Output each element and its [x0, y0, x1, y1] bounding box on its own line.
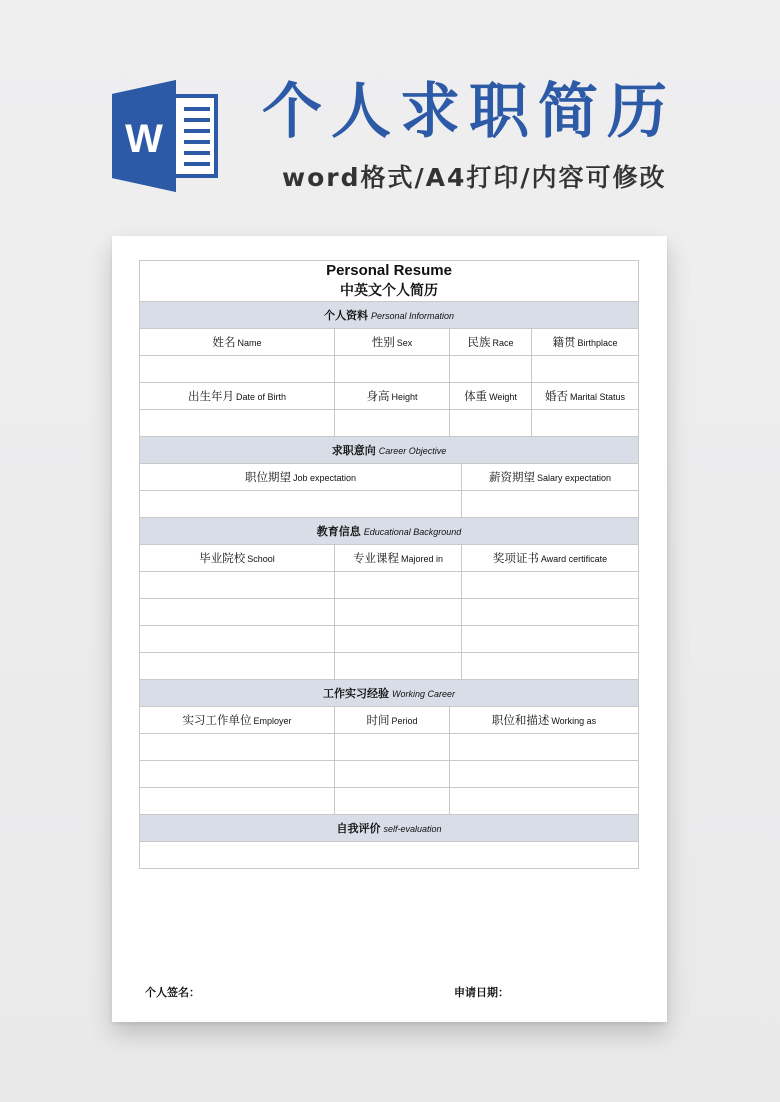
- field-working-as[interactable]: [450, 734, 639, 761]
- label-birthplace: [532, 329, 639, 356]
- field-self-evaluation[interactable]: [140, 842, 639, 869]
- label-en: Name: [237, 338, 262, 348]
- label-zh: 专业课程: [352, 551, 399, 565]
- label-en: Birthplace: [577, 338, 618, 348]
- label-award: [462, 545, 639, 572]
- label-en: School: [247, 554, 275, 564]
- label-en: Weight: [489, 392, 517, 402]
- resume-header: [140, 261, 639, 302]
- field-name[interactable]: [140, 356, 335, 383]
- page-subtitle: word格式/A4打印/内容可修改: [282, 163, 667, 192]
- label-zh: 籍贯: [552, 335, 576, 349]
- date-label: 申请日期：: [454, 986, 509, 999]
- label-zh: 出生年月: [187, 389, 234, 403]
- field-marital-status[interactable]: [532, 410, 639, 437]
- label-major: [335, 545, 462, 572]
- label-en: Period: [391, 716, 418, 726]
- label-job-expectation: [140, 464, 462, 491]
- section-title-zh: 个人资料: [323, 309, 368, 322]
- label-en: Sex: [396, 338, 413, 348]
- section-title-zh: 求职意向: [331, 444, 376, 457]
- field-school[interactable]: [140, 626, 335, 653]
- label-zh: 实习工作单位: [182, 713, 252, 727]
- field-award[interactable]: [462, 599, 639, 626]
- label-zh: 民族: [467, 335, 491, 349]
- label-zh: 姓名: [212, 335, 236, 349]
- label-en: Marital Status: [570, 392, 626, 402]
- field-award[interactable]: [462, 653, 639, 680]
- word-icon: [112, 80, 220, 192]
- field-weight[interactable]: [450, 410, 532, 437]
- label-school: [140, 545, 335, 572]
- label-en: Majored in: [400, 554, 444, 564]
- resume-title-en: Personal Resume: [326, 262, 452, 279]
- section-title-en: Educational Background: [363, 527, 462, 537]
- section-title-en: Personal Information: [370, 311, 455, 321]
- field-school[interactable]: [140, 572, 335, 599]
- field-race[interactable]: [450, 356, 532, 383]
- field-major[interactable]: [335, 572, 462, 599]
- field-job-expectation[interactable]: [140, 491, 462, 518]
- resume-sheet: [139, 260, 638, 869]
- field-working-as[interactable]: [450, 761, 639, 788]
- resume-table: [139, 260, 639, 869]
- label-name: [140, 329, 335, 356]
- label-weight: [450, 383, 532, 410]
- field-working-as[interactable]: [450, 788, 639, 815]
- label-en: Height: [391, 392, 418, 402]
- label-zh: 时间: [366, 713, 390, 727]
- field-period[interactable]: [335, 788, 450, 815]
- field-height[interactable]: [335, 410, 450, 437]
- word-logo-letter: W: [125, 117, 163, 161]
- label-race: [450, 329, 532, 356]
- field-sex[interactable]: [335, 356, 450, 383]
- resume-title-zh: 中英文个人简历: [340, 283, 439, 299]
- label-marital-status: [532, 383, 639, 410]
- field-employer[interactable]: [140, 788, 335, 815]
- section-education: [140, 518, 639, 545]
- section-title-zh: 自我评价: [336, 822, 381, 835]
- field-period[interactable]: [335, 761, 450, 788]
- label-zh: 职位期望: [244, 470, 291, 484]
- label-en: Race: [492, 338, 514, 348]
- section-self-evaluation: [140, 815, 639, 842]
- section-title-en: self-evaluation: [383, 824, 442, 834]
- label-date-of-birth: [140, 383, 335, 410]
- label-height: [335, 383, 450, 410]
- field-award[interactable]: [462, 572, 639, 599]
- section-title-en: Career Objective: [378, 446, 447, 456]
- section-personal-info: [140, 302, 639, 329]
- label-zh: 婚否: [545, 389, 568, 403]
- label-en: Date of Birth: [235, 392, 287, 402]
- field-major[interactable]: [335, 653, 462, 680]
- label-sex: [335, 329, 450, 356]
- field-school[interactable]: [140, 599, 335, 626]
- label-employer: [140, 707, 335, 734]
- label-en: Salary expectation: [536, 473, 612, 483]
- field-major[interactable]: [335, 626, 462, 653]
- signature-label: 个人签名：: [145, 986, 200, 999]
- field-major[interactable]: [335, 599, 462, 626]
- field-award[interactable]: [462, 626, 639, 653]
- field-employer[interactable]: [140, 734, 335, 761]
- label-period: [335, 707, 450, 734]
- label-zh: 毕业院校: [199, 551, 246, 565]
- label-en: Award certificate: [540, 554, 608, 564]
- section-title-en: Working Career: [392, 689, 456, 699]
- label-zh: 薪资期望: [488, 470, 535, 484]
- label-en: Employer: [253, 716, 292, 726]
- label-zh: 性别: [371, 335, 395, 349]
- field-salary-expectation[interactable]: [462, 491, 639, 518]
- page-title: 个人求职简历: [262, 77, 676, 147]
- section-title-zh: 工作实习经验: [323, 687, 389, 700]
- label-salary-expectation: [462, 464, 639, 491]
- label-zh: 职位和描述: [491, 713, 550, 727]
- field-period[interactable]: [335, 734, 450, 761]
- label-zh: 体重: [464, 389, 488, 403]
- field-birthplace[interactable]: [532, 356, 639, 383]
- field-employer[interactable]: [140, 761, 335, 788]
- label-en: Job expectation: [292, 473, 357, 483]
- label-working-as: [450, 707, 639, 734]
- label-zh: 身高: [366, 389, 390, 403]
- label-en: Working as: [551, 716, 597, 726]
- resume-paper: [112, 236, 667, 1022]
- section-working-career: [140, 680, 639, 707]
- field-date-of-birth[interactable]: [140, 410, 335, 437]
- section-title-zh: 教育信息: [316, 525, 361, 538]
- section-career-objective: [140, 437, 639, 464]
- label-zh: 奖项证书: [492, 551, 539, 565]
- field-school[interactable]: [140, 653, 335, 680]
